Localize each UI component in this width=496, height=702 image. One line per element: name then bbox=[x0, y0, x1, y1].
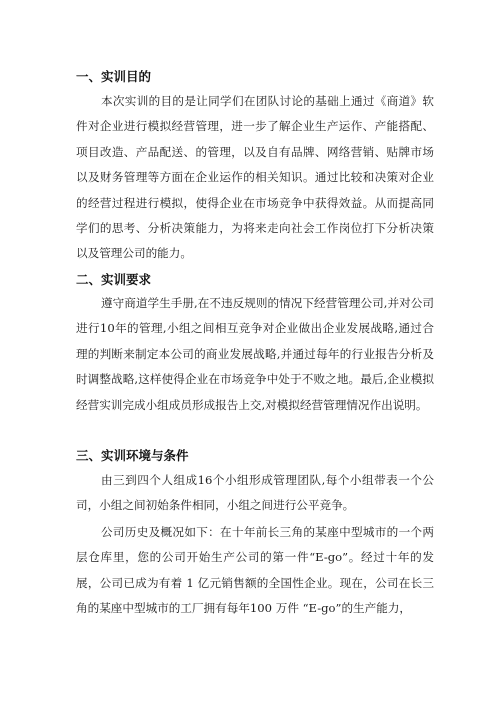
section-heading-training-purpose: 一、实训目的 bbox=[76, 69, 152, 84]
paragraph-training-requirements: 遵守商道学生手册,在不违反规则的情况下经营管理公司,并对公司进行10年的管理,小组之间相互竞争对企业做出企业发展战略,通过合理的判断来制定本公司的商业发展战略,并通过每年的行业报告分析及时调整战略,这样使得企业在市场竞争中处于不败之地。最后,企业模拟经营实训完成小组成员形成报告上交,对模拟经营管理情况作出说明。 bbox=[76, 296, 434, 412]
paragraph-company-history: 公司历史及概况如下：在十年前长三角的某座中型城市的一个两层仓库里，您的公司开始生产公司的第一件“E-go”。经过十年的发展，公司已成为有着 1 亿元销售额的全国性企业。现在，公司在长三角的某座中型城市的工厂拥有每年100 万件 “E-go”的生产能力， bbox=[76, 525, 434, 616]
section-heading-training-requirements: 二、实训要求 bbox=[76, 272, 152, 287]
paragraph-team-formation: 由三到四个人组成16个小组形成管理团队,每个小组带表一个公司，小组之间初始条件相同，小组之间进行公平竞争。 bbox=[76, 473, 434, 513]
section-heading-training-environment: 三、实训环境与条件 bbox=[76, 448, 189, 463]
paragraph-training-purpose: 本次实训的目的是让同学们在团队讨论的基础上通过《商道》软件对企业进行模拟经营管理，进一步了解企业生产运作、产能搭配、项目改造、产品配送、的管理，以及自有品牌、网络营销、贴牌市场以及财务管理等方面在企业运作的相关知识。通过比较和决策对企业的经营过程进行模拟，使得企业在市场竞争中获得效益。从而提高同学们的思考、分析决策能力，为将来走向社会工作岗位打下分析决策以及管理公司的能力。 bbox=[76, 94, 434, 261]
